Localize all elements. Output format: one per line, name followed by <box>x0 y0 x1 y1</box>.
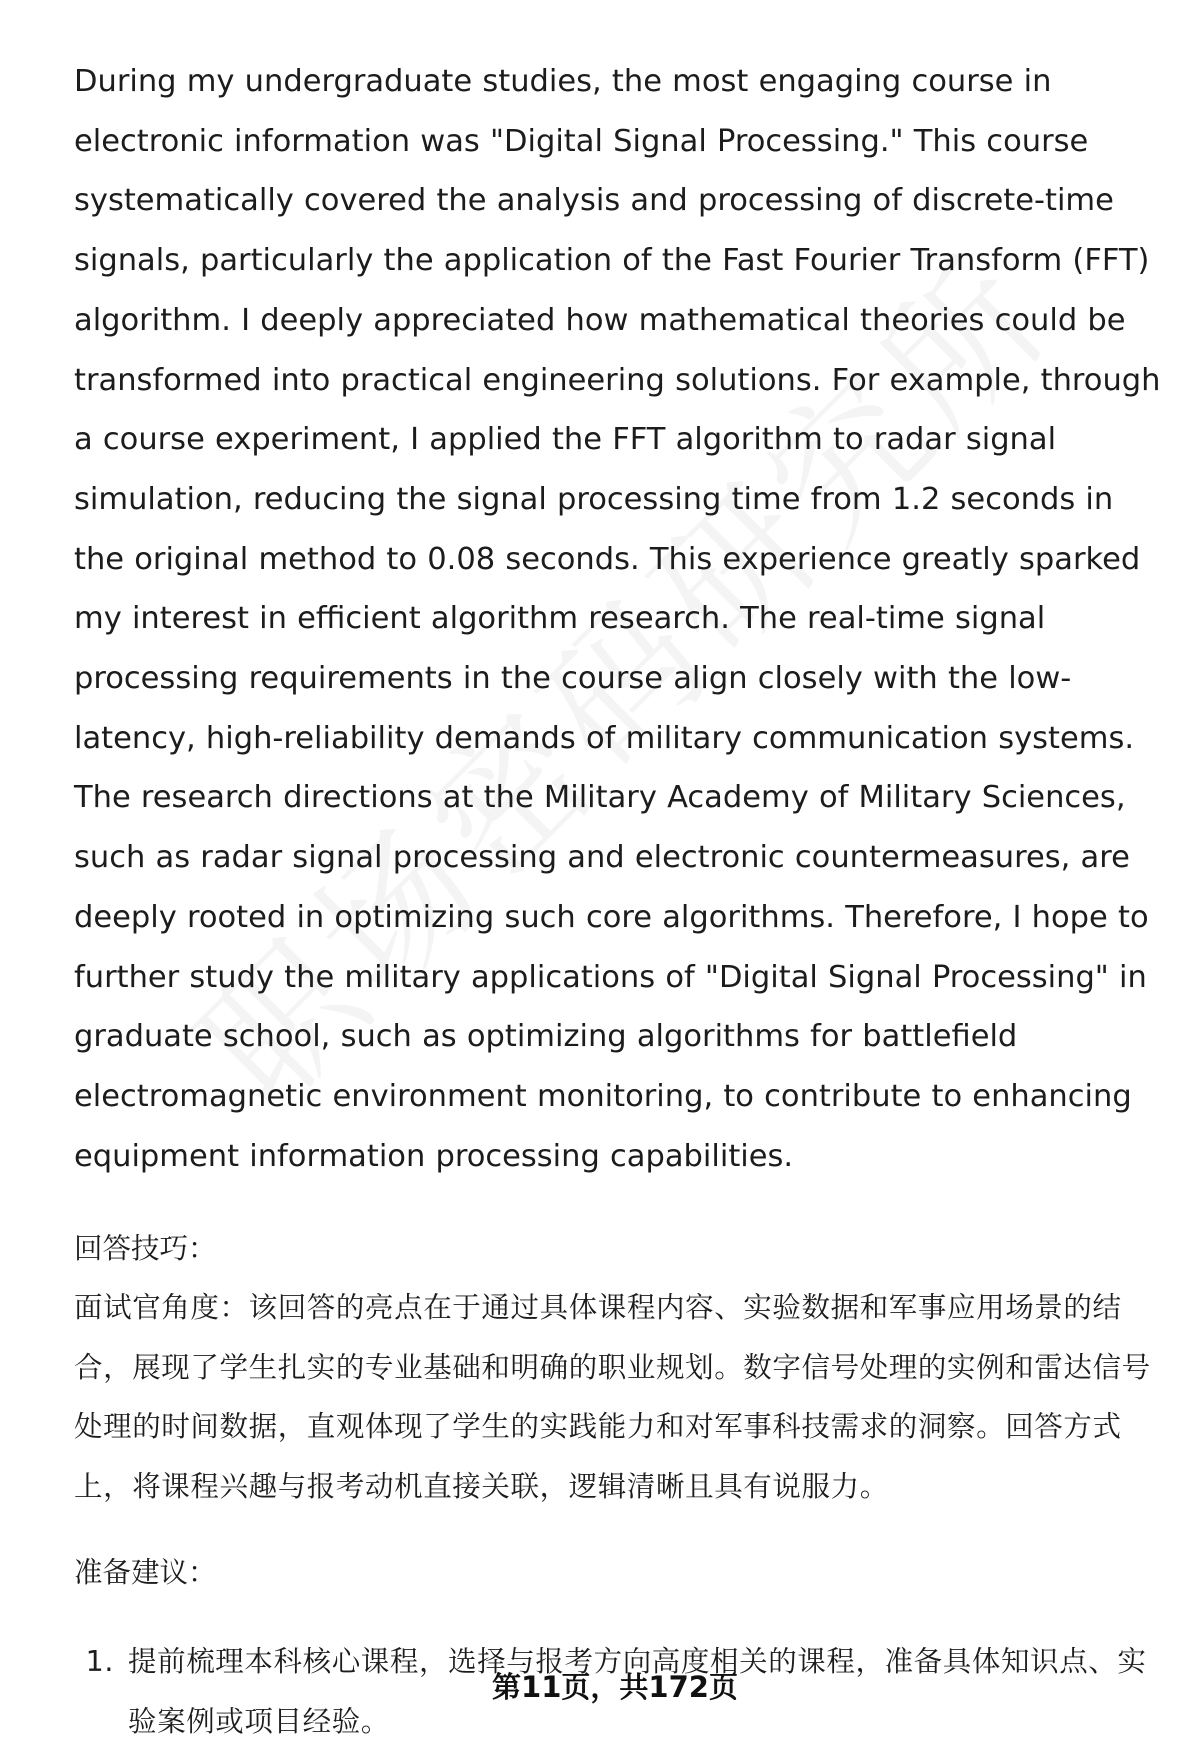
page-number: 第11页，共172页 <box>492 1670 738 1704</box>
preparation-heading: 准备建议： <box>74 1556 217 1590</box>
tips-heading: 回答技巧： <box>74 1232 217 1266</box>
tips-paragraph: 面试官角度：该回答的亮点在于通过具体课程内容、实验数据和军事应用场景的结合，展现了学生扎实的专业基础和明确的职业规划。数字信号处理的实例和雷达信号处理的时间数据，直观体现了学生的实践能力和对军事科技需求的洞察。回答方式上，将课程兴趣与报考动机直接关联，逻辑清晰且具有说服力。 <box>74 1291 1151 1503</box>
answer-paragraph: During my undergraduate studies, the most engaging course in electronic information was "Digital Signal Processing." This course systematically covered the analysis and processing of discrete-time signals, particularly the application of the Fast Fourier Transform (FFT) algorithm. I deeply appreciated how mathematical theories could be transformed into practical engineering solutions. For example, through a course experiment, I applied the FFT algorithm to radar signal simulation, reducing the signal processing time from 1.2 seconds in the original method to 0.08 seconds. This experience greatly sparked my interest in efficient algorithm research. The real-time signal processing requirements in the course align closely with the low-latency, high-reliability demands of military communication systems. The research directions at the Military Academy of Military Sciences, such as radar signal processing and electronic countermeasures, are deeply rooted in optimizing such core algorithms. Therefore, I hope to further study the military applications of "Digital Signal Processing" in graduate school, such as optimizing algorithms for battlefield electromagnetic environment monitoring, to contribute to enhancing equipment information processing capabilities. <box>74 64 1161 1174</box>
document-page <box>74 52 1164 1751</box>
list-item-text: 提前梳理本科核心课程，选择与报考方向高度相关的课程，准备具体知识点、实验案例或项目经验。 <box>128 1645 1147 1738</box>
list-item-number: 1. <box>85 1645 114 1679</box>
